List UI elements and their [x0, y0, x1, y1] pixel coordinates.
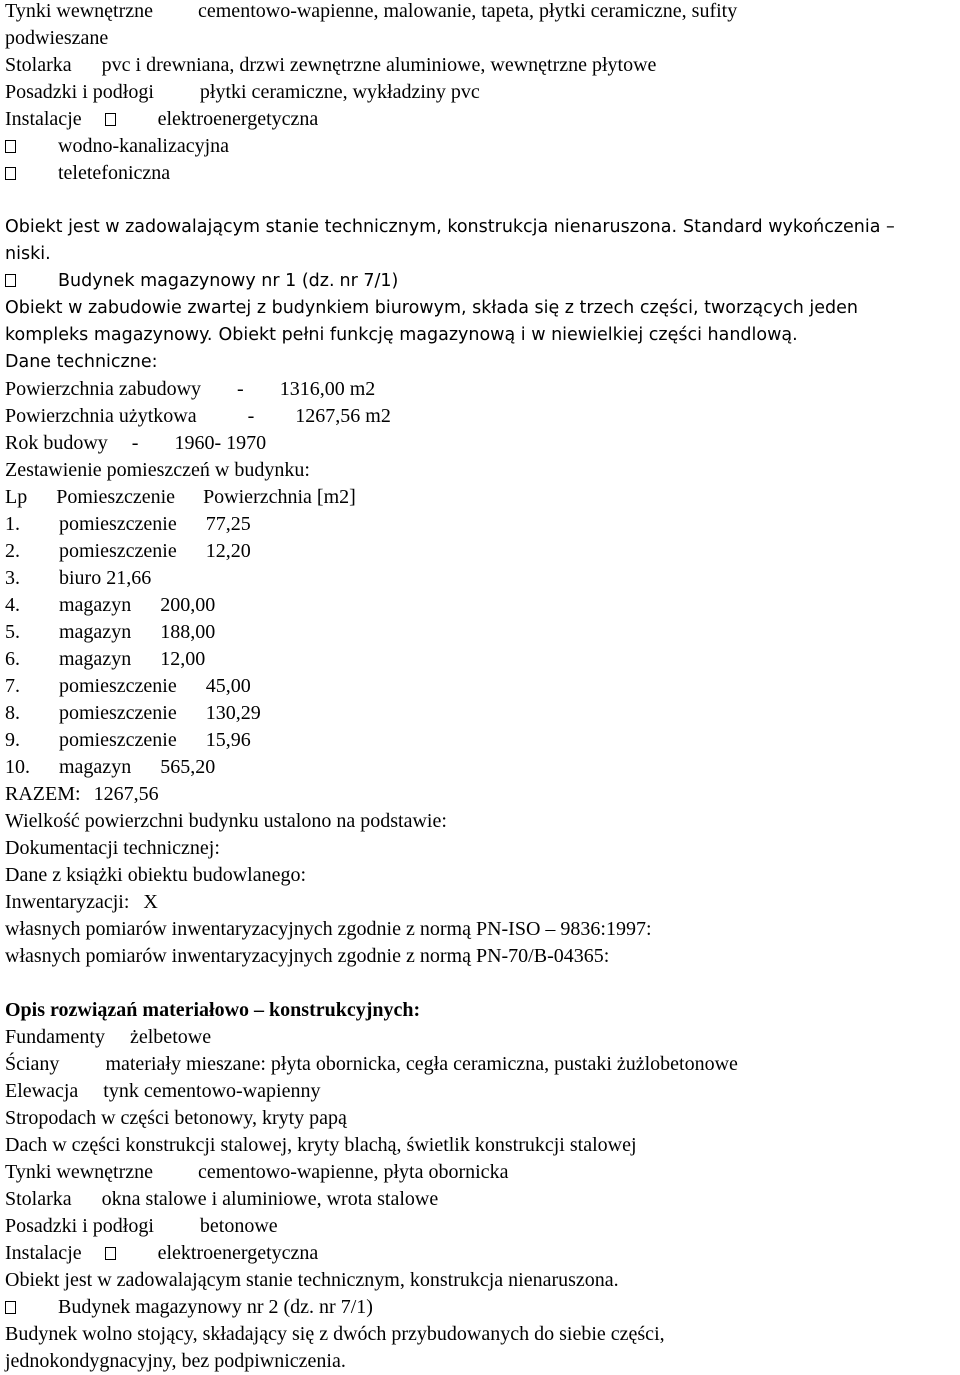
heading-opis: Opis rozwiązań materiałowo – konstrukcyjnych: [5, 999, 421, 1021]
line-dokumentacji [5, 835, 220, 862]
room-lp: 2. [5, 540, 20, 562]
room-name: pomieszczenie [59, 702, 177, 724]
line-pomiary-pn [5, 943, 609, 970]
text-jednokondygnacyjny: jednokondygnacyjny, bez podpiwniczenia. [5, 1350, 346, 1372]
room-name: pomieszczenie [59, 513, 177, 535]
line-dach [5, 1132, 637, 1159]
section-heading-opis [5, 997, 420, 1024]
value-sciany: materiały mieszane: płyta obornicka, cegła ceramiczna, pustaki żużlobetonowe [105, 1053, 738, 1075]
table-row [5, 727, 251, 754]
table-row [5, 619, 215, 646]
line-pow-zabudowy [5, 376, 375, 403]
line-posadzki-2 [5, 1213, 278, 1240]
room-area: 77,25 [205, 513, 251, 535]
text-pomiary-iso: własnych pomiarów inwentaryzacyjnych zgodnie z normą PN-ISO – 9836:1997: [5, 918, 652, 940]
line-stan [5, 214, 895, 241]
value-tynki-2: cementowo-wapienne, płyta obornicka [198, 1161, 509, 1183]
line-stolarka [5, 52, 656, 79]
line-obiekt-zabudowa [5, 295, 858, 322]
checkbox-icon [5, 167, 16, 180]
heading-budynek-1-nr: nr 7/1) [339, 271, 399, 291]
label-instalacje-2: Instalacje [5, 1242, 82, 1264]
line-posadzki [5, 79, 480, 106]
line-stolarka-2 [5, 1186, 438, 1213]
room-lp: 9. [5, 729, 20, 751]
line-podwieszane [5, 25, 108, 52]
text-kompleks: kompleks magazynowy. [5, 325, 213, 345]
room-name: pomieszczenie [59, 675, 177, 697]
value-pow-uzytkowa: 1267,56 m2 [295, 405, 391, 427]
value-instalacje-2: elektroenergetyczna [157, 1242, 319, 1264]
text-wodno: wodno-kanalizacyjna [58, 135, 230, 157]
value-elewacja: tynk cementowo-wapienny [103, 1080, 321, 1102]
room-lp: 3. [5, 567, 20, 589]
text-funkcja: Obiekt pełni funkcję magazynową i w niewielkiej części handlową. [218, 325, 798, 345]
room-lp: 4. [5, 594, 20, 616]
label-rok-budowy: Rok budowy [5, 432, 108, 454]
line-wodno [5, 133, 229, 160]
line-zestawienie [5, 457, 310, 484]
table-row [5, 646, 205, 673]
line-dane-techniczne [5, 349, 157, 376]
line-instalacje-2 [5, 1240, 318, 1267]
line-niski [5, 241, 51, 268]
line-pomiary-iso [5, 916, 652, 943]
value-instalacje: elektroenergetyczna [157, 108, 319, 130]
room-lp: 5. [5, 621, 20, 643]
text-podwieszane: podwieszane [5, 27, 109, 49]
room-lp: 6. [5, 648, 20, 670]
text-dach: Dach w części konstrukcji stalowej, kryty blachą, świetlik konstrukcji stalowej [5, 1134, 637, 1156]
text-standard: Standard wykończenia – [683, 217, 895, 237]
room-area: 130,29 [205, 702, 261, 724]
line-ksiazki [5, 862, 306, 889]
room-area: 200,00 [160, 594, 216, 616]
header-powierzchnia: Powierzchnia [m2] [203, 486, 356, 508]
line-budynek-1 [5, 268, 398, 295]
label-instalacje: Instalacje [5, 108, 82, 130]
dash: - [131, 432, 139, 454]
label-tynki-2: Tynki wewnętrzne [5, 1161, 153, 1183]
value-rok-budowy: 1960- 1970 [174, 432, 267, 454]
room-lp: 1. [5, 513, 20, 535]
checkbox-icon [105, 113, 116, 126]
label-sciany: Ściany [5, 1053, 60, 1075]
table-row [5, 754, 215, 781]
line-elewacja [5, 1078, 320, 1105]
room-area: 45,00 [205, 675, 251, 697]
header-lp: Lp [5, 486, 28, 508]
line-inwentaryzacji [5, 889, 158, 916]
checkbox-icon [5, 274, 16, 287]
line-stropodach [5, 1105, 347, 1132]
room-area: 12,20 [205, 540, 251, 562]
line-razem [5, 781, 159, 808]
room-area: 15,96 [205, 729, 251, 751]
heading-budynek-2: Budynek magazynowy nr 2 (dz. nr 7/1) [58, 1296, 373, 1318]
header-pomieszczenie: Pomieszczenie [56, 486, 176, 508]
value-stolarka-2: okna stalowe i aluminiowe, wrota stalowe [101, 1188, 439, 1210]
line-teletef [5, 160, 170, 187]
room-name: pomieszczenie [59, 540, 177, 562]
label-elewacja: Elewacja [5, 1080, 79, 1102]
dash: - [237, 378, 244, 400]
line-stan-2 [5, 1267, 619, 1294]
value-fundamenty: żelbetowe [130, 1026, 212, 1048]
value-posadzki-2: betonowe [199, 1215, 278, 1237]
line-tynki-2 [5, 1159, 508, 1186]
line-budynek-2 [5, 1294, 373, 1321]
value-pow-zabudowy: 1316,00 m2 [279, 378, 376, 400]
checkbox-icon [105, 1247, 116, 1260]
label-posadzki-2: Posadzki i podłogi [5, 1215, 154, 1237]
line-pow-uzytkowa [5, 403, 391, 430]
mark-inwentaryzacji: X [143, 891, 158, 913]
room-lp: 7. [5, 675, 20, 697]
table-row [5, 673, 251, 700]
table-row [5, 592, 215, 619]
text-ksiazki: Dane z książki obiektu budowlanego: [5, 864, 307, 886]
label-stolarka-2: Stolarka [5, 1188, 72, 1210]
room-name: pomieszczenie [59, 729, 177, 751]
label-stolarka: Stolarka [5, 54, 72, 76]
checkbox-icon [5, 140, 16, 153]
room-area: 12,00 [160, 648, 206, 670]
line-rok-budowy [5, 430, 266, 457]
table-row [5, 700, 261, 727]
line-wolno-stojacy [5, 1321, 665, 1348]
text-stan: Obiekt jest w zadowalającym stanie technicznym, konstrukcja nienaruszona. [5, 217, 678, 237]
label-pow-zabudowy: Powierzchnia zabudowy [5, 378, 202, 400]
text-teletef: teletefoniczna [58, 162, 171, 184]
text-niski: niski. [5, 244, 51, 264]
line-sciany [5, 1051, 738, 1078]
checkbox-icon [5, 1301, 16, 1314]
room-area: 565,20 [160, 756, 216, 778]
room-name: magazyn [59, 594, 132, 616]
label-tynki: Tynki wewnętrzne [5, 0, 153, 22]
value-tynki: cementowo-wapienne, malowanie, tapeta, płytki ceramiczne, sufity [198, 0, 738, 22]
room-lp: 8. [5, 702, 20, 724]
text-wielkosc: Wielkość powierzchni budynku ustalono na podstawie: [5, 810, 447, 832]
line-fundamenty [5, 1024, 211, 1051]
text-wolno-stojacy: Budynek wolno stojący, składający się z dwóch przybudowanych do siebie części, [5, 1323, 665, 1345]
dash: - [247, 405, 255, 427]
heading-budynek-1: Budynek magazynowy nr 1 (dz. [58, 271, 335, 291]
room-name: magazyn [59, 621, 132, 643]
value-stolarka: pvc i drewniana, drzwi zewnętrzne aluminiowe, wewnętrzne płytowe [101, 54, 657, 76]
text-stan-2: Obiekt jest w zadowalającym stanie technicznym, konstrukcja nienaruszona. [5, 1269, 619, 1291]
text-dokumentacji: Dokumentacji technicznej: [5, 837, 220, 859]
room-area: 188,00 [160, 621, 216, 643]
table-row [5, 538, 251, 565]
line-wielkosc [5, 808, 447, 835]
room-name: magazyn [59, 756, 132, 778]
label-posadzki: Posadzki i podłogi [5, 81, 154, 103]
label-pow-uzytkowa: Powierzchnia użytkowa [5, 405, 197, 427]
table-row [5, 565, 151, 592]
line-jednokondygnacyjny [5, 1348, 346, 1375]
line-instalacje [5, 106, 318, 133]
text-zestawienie: Zestawienie pomieszczeń w budynku: [5, 459, 310, 481]
room-name: biuro 21,66 [59, 567, 152, 589]
label-inwentaryzacji: Inwentaryzacji: [5, 891, 130, 913]
value-razem: 1267,56 [93, 783, 159, 805]
value-posadzki: płytki ceramiczne, wykładziny pvc [199, 81, 480, 103]
label-razem: RAZEM: [5, 783, 81, 805]
text-pomiary-pn: własnych pomiarów inwentaryzacyjnych zgodnie z normą PN-70/B-04365: [5, 945, 610, 967]
label-fundamenty: Fundamenty [5, 1026, 105, 1048]
line-tynki [5, 0, 737, 25]
table-row [5, 511, 251, 538]
text-obiekt-zabudowa: Obiekt w zabudowie zwartej z budynkiem biurowym, składa się z trzech części, tworzących jeden [5, 298, 858, 318]
line-kompleks [5, 322, 798, 349]
table-header [5, 484, 356, 511]
text-dane-techniczne: Dane techniczne: [5, 352, 158, 372]
room-lp: 10. [5, 756, 30, 778]
text-stropodach: Stropodach w części betonowy, kryty papą [5, 1107, 347, 1129]
room-name: magazyn [59, 648, 132, 670]
